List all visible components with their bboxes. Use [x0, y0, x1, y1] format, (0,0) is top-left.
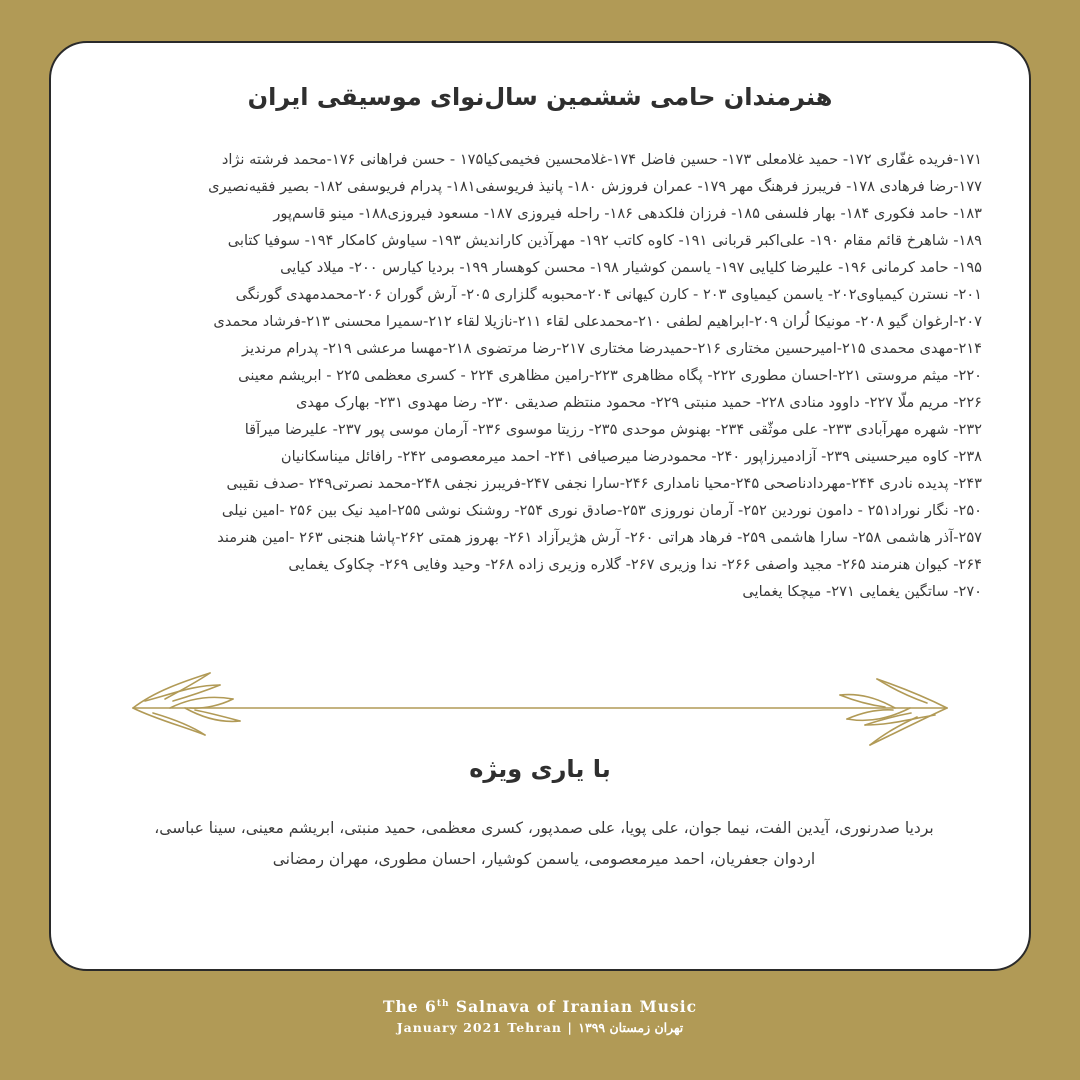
names-line: ۲۰۱- نسترن کیمیاوی۲۰۲- یاسمن کیمیاوی ۲۰۳ - کارن کیهانی ۲۰۴-محبوبه گلزاری ۲۰۵- آرش گوران ۲۰۶-محمدمهدی گورنگی [235, 286, 982, 303]
footer-event-prefix: The 6 [382, 997, 437, 1017]
special-thanks-title: با یاری ویژه [469, 755, 611, 783]
page-title: هنرمندان حامی ششمین سال‌نوای موسیقی ایران [247, 83, 833, 111]
footer [0, 992, 1080, 1037]
names-line: ۲۴۳- پدیده نادری ۲۴۴-مهردادناصحی ۲۴۵-محیا نامداری ۲۴۶-سارا نجفی ۲۴۷-فریبرز نجفی ۲۴۸-محمد نصرتی۲۴۹ -صدف نقیبی [226, 475, 982, 492]
names-line: ۱۹۵- حامد کرمانی ۱۹۶- علیرضا کلیایی ۱۹۷- یاسمن کوشیار ۱۹۸- محسن کوهسار ۱۹۹- بردیا کیارس ۲۰۰- میلاد کیایی [280, 259, 982, 276]
names-line: ۲۳۸- کاوه میرحسینی ۲۳۹- آزادمیرزاپور ۲۴۰- محمودرضا میرصیافی ۲۴۱- احمد میرمعصومی ۲۴۲- رافائل میناسکانیان [280, 448, 982, 465]
supporters-list [98, 146, 982, 605]
footer-date: January 2021 Tehran | تهران زمستان ۱۳۹۹ [396, 1020, 684, 1036]
footer-event-suffix: Salnava of Iranian Music [449, 997, 698, 1017]
names-line: ۱۷۱-فریده غفّاری ۱۷۲- حمید غلامعلی ۱۷۳- حسین فاضل ۱۷۴-غلامحسین فخیمی‌کیا۱۷۵ - حسن فراهانی ۱۷۶-محمد فرشته نژاد [221, 151, 982, 168]
names-line: ۱۸۹- شاهرخ قائم مقام ۱۹۰- علی‌اکبر قربانی ۱۹۱- کاوه کاتب ۱۹۲- مهرآذین کاراندیش ۱۹۳- سیاوش کامکار ۱۹۴- سوفیا کتابی [227, 232, 982, 249]
branch-ornament [125, 663, 955, 753]
footer-event-ordinal: th [436, 999, 450, 1009]
content-card [49, 41, 1031, 971]
names-line: ۲۱۴-مهدی محمدی ۲۱۵-امیرحسین مختاری ۲۱۶-حمیدرضا مختاری ۲۱۷-رضا مرتضوی ۲۱۸-مهسا مرعشی ۲۱۹- پدرام مرندیز [242, 340, 982, 357]
names-line: ۲۶۴- کیوان هنرمند ۲۶۵- مجید واصفی ۲۶۶- ندا وزیری ۲۶۷- گلاره وزیری زاده ۲۶۸- وحید وفایی ۲۶۹- چکاوک یغمایی [288, 556, 982, 573]
names-line: ۲۳۲- شهره مهرآبادی ۲۳۳- علی موثّقی ۲۳۴- بهنوش موحدی ۲۳۵- رزیتا موسوی ۲۳۶- آرمان موسی پور ۲۳۷- علیرضا میرآقا [244, 421, 982, 438]
names-line: ۲۲۶- مریم ملّا ۲۲۷- داوود منادی ۲۲۸- حمید منبتی ۲۲۹- محمود منتظم صدیقی ۲۳۰- رضا مهدوی ۲۳۱- بهارک مهدی [295, 394, 982, 411]
special-thanks-names [111, 813, 977, 875]
names-line: ۱۷۷-رضا فرهادی ۱۷۸- فریبرز فرهنگ مهر ۱۷۹- عمران فروزش ۱۸۰- پانیذ فریوسفی۱۸۱- پدرام فریوسفی ۱۸۲- بصیر فقیه‌نصیری [208, 178, 982, 195]
special-thanks-line: اردوان جعفریان، احمد میرمعصومی، یاسمن کوشیار، احسان مطوری، مهران رمضانی [272, 850, 816, 868]
names-line: ۲۷۰- ساتگین یغمایی ۲۷۱- میچکا یغمایی [742, 583, 982, 600]
footer-event-title [0, 992, 1080, 1019]
names-line: ۲۵۷-آذر هاشمی ۲۵۸- سارا هاشمی ۲۵۹- فرهاد هراتی ۲۶۰- آرش هژیرآزاد ۲۶۱- بهروز همتی ۲۶۲-پاشا هنجنی ۲۶۳ -امین هنرمند [217, 529, 982, 546]
names-line: ۲۰۷-ارغوان گیو ۲۰۸- مونیکا لُران ۲۰۹-ابراهیم لطفی ۲۱۰-محمدعلی لقاء ۲۱۱-نازیلا لقاء ۲۱۲-سمیرا محسنی ۲۱۳-فرشاد محمدی [213, 313, 982, 330]
special-thanks-line: بردیا صدرنوری، آیدین الفت، نیما جوان، علی پویا، علی صمدپور، کسری معظمی، حمید منبتی، ابریشم معینی، سینا عباسی، [154, 819, 934, 837]
names-line: ۲۲۰- میثم مروستی ۲۲۱-احسان مطوری ۲۲۲- پگاه مظاهری ۲۲۳-رامین مظاهری ۲۲۴ - کسری معظمی ۲۲۵ - ابریشم معینی [238, 367, 982, 384]
names-line: ۱۸۳- حامد فکوری ۱۸۴- بهار فلسفی ۱۸۵- فرزان فلکدهی ۱۸۶- راحله فیروزی ۱۸۷- مسعود فیروزی۱۸۸- مینو قاسم‌پور [273, 205, 982, 222]
names-line: ۲۵۰- نگار نوراد۲۵۱ - دامون نوردین ۲۵۲- آرمان نوروزی ۲۵۳-صادق نوری ۲۵۴- روشنک نوشی ۲۵۵-امید نیک بین ۲۵۶ -امین نیلی [221, 502, 982, 519]
